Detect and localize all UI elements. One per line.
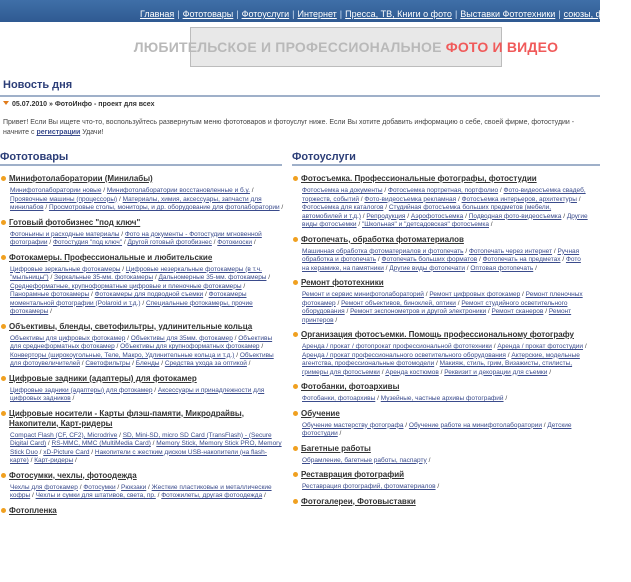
category-title-text: Фотогалереи, Фотовыставки xyxy=(301,496,416,506)
link-separator: / xyxy=(375,395,381,402)
category-title-text: Объективы, бленды, светофильтры, удлинительные кольца xyxy=(9,321,253,331)
category-links xyxy=(0,266,284,317)
category-title-text: Фотосъемка. Профессиональные фотографы, фотостудии xyxy=(301,174,537,183)
link-separator: / xyxy=(125,334,131,342)
category-link[interactable]: Реставрация фотографий, фотоматериалов xyxy=(302,483,436,490)
bullet-icon xyxy=(293,472,298,477)
triangle-down-icon xyxy=(3,101,9,105)
category-title-text: Организация фотосъемки. Помощь профессиональному фотографу xyxy=(301,330,575,339)
category-link[interactable]: "Школьная" и "детсадовская" фотосъемка xyxy=(362,221,489,228)
category-title-text: Реставрация фотографий xyxy=(301,470,405,479)
link-separator: / xyxy=(426,456,431,464)
category-link[interactable]: Специальные фотокамеры, прочие фотокамеры xyxy=(10,299,253,315)
category-links xyxy=(0,187,284,213)
category-links xyxy=(292,291,588,325)
category-links xyxy=(292,187,588,230)
bullet-icon xyxy=(293,446,298,451)
bullet-icon xyxy=(1,376,6,381)
category-link[interactable]: Ремонт сканеров xyxy=(491,308,544,315)
bullet-icon xyxy=(293,176,298,181)
category-link[interactable]: Ремонт объективов, биноклей, оптики xyxy=(341,299,456,307)
category-section xyxy=(0,174,284,213)
category-title[interactable] xyxy=(0,174,284,184)
category-link[interactable]: Среднеформатные, крупноформатные цифровые и пленочные фотокамеры xyxy=(10,282,242,290)
link-separator: / xyxy=(77,483,84,491)
link-separator: / xyxy=(117,431,123,439)
category-link[interactable]: Фото на документы - Фотостудии мгновенной фотографии xyxy=(10,230,262,246)
category-link[interactable]: Панорамные фотокамеры xyxy=(10,291,90,298)
category-title[interactable] xyxy=(0,322,284,332)
right-column xyxy=(292,174,588,512)
nav-link[interactable]: союзы, фотоклу xyxy=(563,9,631,19)
category-link[interactable]: Ремонт экспонометров и другой электроники xyxy=(350,308,487,315)
nav-link[interactable]: Интернет xyxy=(297,9,337,19)
category-section xyxy=(292,235,588,274)
category-links xyxy=(292,483,588,492)
link-separator: / xyxy=(486,308,492,315)
category-link[interactable]: Машинная обработка фотоматериалов и фотопечать xyxy=(302,247,464,255)
link-separator: / xyxy=(73,457,77,464)
category-section xyxy=(292,497,588,507)
category-link[interactable]: xD-Picture Card xyxy=(43,448,90,456)
category-link[interactable]: Цифровые незеркальные фотокамеры (в т.ч. "мыльницы") xyxy=(10,265,262,281)
category-link[interactable]: Музейные, частные архивы фотографий xyxy=(380,395,504,402)
welcome-after: Удачи! xyxy=(82,129,104,136)
category-link[interactable]: Объективы для 35мм. фотокамер xyxy=(130,334,233,342)
category-title-text: Фотобанки, фотоархивы xyxy=(301,382,400,391)
link-separator: / xyxy=(498,187,504,194)
category-title[interactable] xyxy=(292,330,588,340)
category-link[interactable]: Фотопечать на предметах xyxy=(482,256,561,263)
category-link[interactable]: Аренда / прокат / фотопрокат профессиональной фототехники xyxy=(302,343,492,350)
link-separator: / xyxy=(455,299,462,307)
nav-separator: | xyxy=(454,9,458,19)
link-separator: / xyxy=(547,368,552,376)
category-title[interactable] xyxy=(292,470,588,480)
bullet-icon xyxy=(293,332,298,337)
category-title-text: Цифровые задники (адаптеры) для фотокамер xyxy=(9,373,197,383)
category-link[interactable]: Фото на керамике, на памятники xyxy=(302,256,581,272)
nav-links xyxy=(140,9,631,19)
category-link[interactable]: Рюкзаки xyxy=(121,483,147,491)
bullet-icon xyxy=(1,324,6,329)
category-link[interactable]: Фотосъемка на документы xyxy=(302,187,383,194)
category-link[interactable]: Фотопечать через интернет xyxy=(468,247,553,255)
link-separator: / xyxy=(249,187,254,194)
category-link[interactable]: Актерские, модельные агентства, профессиональные фотомодели xyxy=(302,351,580,367)
link-separator: / xyxy=(211,239,218,246)
category-link[interactable]: Обрамление, багетные работы, паспарту xyxy=(302,456,427,464)
category-link[interactable]: Аксессуары и принадлежности для цифровых задников xyxy=(10,386,265,402)
link-separator: / xyxy=(48,308,52,315)
category-link[interactable]: Ремонт пленочных фотокамер xyxy=(302,291,583,307)
top-navigation xyxy=(0,0,631,24)
link-separator: / xyxy=(146,483,152,491)
category-links xyxy=(0,432,284,466)
link-separator: / xyxy=(423,291,430,298)
category-link[interactable]: Аэрофотосъемка xyxy=(410,212,464,220)
link-separator: / xyxy=(241,282,246,290)
right-column-divider xyxy=(292,164,600,166)
nav-link[interactable]: Выставки Фототехники xyxy=(460,9,556,19)
nav-link[interactable]: Пресса, ТВ, Книги о фото xyxy=(345,9,452,19)
category-link[interactable]: Compact Flash (CF, CF2), Microdrive xyxy=(10,431,118,439)
category-link[interactable]: Фото-видеосъемка рекламная xyxy=(364,195,457,203)
category-links xyxy=(0,484,284,501)
logo-accent-text: ФОТО И ВИДЕО xyxy=(445,39,559,55)
link-separator: / xyxy=(463,212,469,220)
category-title[interactable] xyxy=(0,471,284,481)
link-separator: / xyxy=(114,343,121,350)
link-separator: / xyxy=(491,343,498,350)
category-title[interactable] xyxy=(292,235,588,245)
left-column xyxy=(0,174,284,521)
category-link[interactable]: Фото-видеосъемка свадеб, торжеств, событий xyxy=(302,187,586,203)
nav-link[interactable]: Фототовары xyxy=(182,9,234,19)
category-link[interactable]: Минифотолаборатории восстановленные и б.у. xyxy=(106,187,250,194)
bullet-icon xyxy=(293,499,298,504)
link-separator: / xyxy=(159,360,165,367)
category-link[interactable]: Аренда / прокат фотостудии xyxy=(497,343,584,350)
category-section xyxy=(292,470,588,492)
bullet-icon xyxy=(293,384,298,389)
link-separator: / xyxy=(561,212,567,220)
link-separator: / xyxy=(117,195,123,203)
category-link[interactable]: Ремонт принтеров xyxy=(302,308,572,324)
news-item-text: 05.07.2010 » ФотоИнфо - проект для всех xyxy=(12,101,155,108)
link-separator: / xyxy=(262,492,266,499)
link-separator: / xyxy=(552,247,558,255)
category-links xyxy=(0,387,284,404)
category-link[interactable]: Ремонт цифровых фотокамер xyxy=(429,291,521,298)
category-title[interactable] xyxy=(292,409,588,419)
link-separator: / xyxy=(435,483,440,490)
category-links xyxy=(0,231,284,248)
category-link[interactable]: Другой готовый фотобизнес xyxy=(127,239,212,246)
category-link[interactable]: Фотокамеры моментальной фотографии (Polaroid и т.д.) xyxy=(10,291,247,307)
nav-link[interactable]: Фотоуслуги xyxy=(241,9,290,19)
category-title-text: Ремонт фототехники xyxy=(301,278,384,287)
link-separator: / xyxy=(119,230,125,238)
link-separator: / xyxy=(252,239,256,246)
link-separator: / xyxy=(376,256,382,263)
category-link[interactable]: Светофильтры xyxy=(85,360,131,367)
category-link[interactable]: Объективы для крупноформатных фотокамер xyxy=(120,343,260,350)
link-separator: / xyxy=(259,343,264,350)
link-separator: / xyxy=(37,448,44,456)
category-link[interactable]: Чехлы для фотокамер xyxy=(10,483,78,491)
nav-separator: | xyxy=(292,9,295,19)
category-links xyxy=(0,335,284,369)
category-link[interactable]: Проявочные машины (процессоры) xyxy=(10,195,118,203)
category-section xyxy=(292,382,588,404)
category-link[interactable]: Фотокиоски xyxy=(217,239,253,246)
link-separator: / xyxy=(379,368,386,376)
link-separator: / xyxy=(403,421,409,429)
category-title-text: Фотосумки, чехлы, фотоодежда xyxy=(9,470,137,480)
category-link[interactable]: Подводная фото-видеосъемка xyxy=(468,212,562,220)
category-link[interactable]: Чехлы и сумки для штативов, света, пр. xyxy=(35,492,156,499)
category-section xyxy=(292,409,588,439)
bullet-icon xyxy=(1,411,6,416)
logo-main-text: ЛЮБИТЕЛЬСКОЕ И ПРОФЕССИОНАЛЬНОЕ xyxy=(133,39,442,55)
nav-link[interactable]: Главная xyxy=(140,9,175,19)
link-separator: / xyxy=(533,264,537,272)
category-section xyxy=(0,471,284,501)
link-separator: / xyxy=(153,274,159,281)
category-links xyxy=(292,395,588,404)
category-link[interactable]: Минифотолаборатории новые xyxy=(10,187,102,194)
link-separator: / xyxy=(337,430,342,437)
link-separator: / xyxy=(344,308,351,315)
category-section xyxy=(292,444,588,466)
category-link[interactable]: Другие виды фотосъемки xyxy=(302,212,588,228)
link-separator: / xyxy=(70,395,75,402)
category-link[interactable]: Оптовая фотопечать xyxy=(470,264,534,272)
left-column-divider xyxy=(0,164,282,166)
category-links xyxy=(292,422,588,439)
category-title-text: Готовый фотобизнес "под ключ" xyxy=(9,217,141,227)
link-separator: / xyxy=(358,195,365,203)
nav-separator: | xyxy=(236,9,239,19)
right-column-title: Фотоуслуги xyxy=(292,151,356,163)
category-link[interactable]: Ремонт студийного осветительного оборудования xyxy=(302,299,568,315)
link-separator: / xyxy=(28,457,35,464)
link-separator: / xyxy=(503,395,508,402)
link-separator: / xyxy=(505,351,512,359)
category-link[interactable]: Объективы для среднеформатных фотокамер xyxy=(10,334,273,350)
category-link[interactable]: Фотоньины и расходные материалы xyxy=(10,230,120,238)
category-title-text: Багетные работы xyxy=(301,443,371,453)
category-link[interactable]: Детские фотостудии xyxy=(302,421,572,437)
link-separator: / xyxy=(152,386,158,394)
link-separator: / xyxy=(130,360,136,367)
bullet-icon xyxy=(1,473,6,478)
category-section xyxy=(0,253,284,317)
category-link[interactable]: Конверторы (широкоугольные, Теле, Макро, Удлинительные кольца и т.д.) xyxy=(10,351,235,359)
category-link[interactable]: SD, Mini-SD, micro SD Card (TransFlash) - (Secure Digital Card) xyxy=(10,431,272,447)
category-link[interactable]: Объективы для фотоувеличителей xyxy=(10,351,274,367)
link-separator: / xyxy=(438,368,445,376)
link-separator: / xyxy=(279,204,284,211)
category-section xyxy=(292,330,588,377)
category-title[interactable] xyxy=(292,444,588,454)
category-link[interactable]: Фотосъемка интерьеров, архитектуры xyxy=(461,195,577,203)
link-separator: / xyxy=(80,360,86,367)
category-links xyxy=(292,457,588,466)
category-title-text: Минифотолаборатории (Минилабы) xyxy=(9,174,153,183)
bullet-icon xyxy=(1,255,6,260)
link-separator: / xyxy=(122,239,128,246)
bullet-icon xyxy=(293,280,298,285)
category-link[interactable]: Дальномерные 35-мм. фотокамеры xyxy=(158,274,267,281)
category-section xyxy=(0,409,284,466)
category-title[interactable] xyxy=(292,497,588,507)
category-title-text: Фотопленка xyxy=(9,505,57,515)
category-link[interactable]: Реквизит и декорации для съемки xyxy=(444,368,548,376)
category-title[interactable] xyxy=(0,409,284,429)
category-link[interactable]: Обучение работе на минифотолаборатории xyxy=(408,421,542,429)
category-link[interactable]: Объективы для цифровых фотокамер xyxy=(10,334,126,342)
category-title-text: Фотокамеры. Профессиональные и любительские xyxy=(9,252,213,262)
link-separator: / xyxy=(47,239,53,246)
category-link[interactable]: Цифровые задники (адаптеры) для фотокамер xyxy=(10,386,153,394)
category-links xyxy=(292,343,588,377)
category-link[interactable]: Зеркальные 35-мм. фотокамеры xyxy=(54,274,154,281)
category-title[interactable] xyxy=(292,382,588,392)
link-separator: / xyxy=(477,256,483,263)
category-link[interactable]: Жесткие пластиковые и металлические кофры xyxy=(10,483,272,499)
link-separator: / xyxy=(333,316,338,324)
bullet-icon xyxy=(293,237,298,242)
category-link[interactable]: Ручная обработка и фотопечать xyxy=(302,247,580,263)
link-separator: / xyxy=(576,195,581,203)
category-links xyxy=(292,248,588,274)
link-separator: / xyxy=(335,299,342,307)
category-title[interactable] xyxy=(0,374,284,384)
link-separator: / xyxy=(464,264,471,272)
news-title: Новость дня xyxy=(3,79,73,91)
link-separator: / xyxy=(356,221,362,228)
category-title-text: Обучение xyxy=(301,408,340,418)
link-separator: / xyxy=(150,440,157,447)
left-column-title: Фототовары xyxy=(0,151,69,163)
category-link[interactable]: Студийная фотосъемка больших предметов (мебели, автомобилей и т.д.) xyxy=(302,204,552,220)
link-separator: / xyxy=(383,204,389,211)
category-title-text: Фотопечать, обработка фотоматериалов xyxy=(301,234,464,244)
category-title[interactable] xyxy=(0,253,284,263)
link-separator: / xyxy=(405,212,411,220)
category-link[interactable]: Цифровые зеркальные фотокамеры xyxy=(10,265,121,273)
category-section xyxy=(0,218,284,248)
category-title[interactable] xyxy=(292,278,588,288)
link-separator: / xyxy=(520,291,526,298)
news-item[interactable] xyxy=(3,101,154,108)
link-separator: / xyxy=(463,247,469,255)
nav-separator: | xyxy=(177,9,180,19)
category-link[interactable]: Бленды xyxy=(135,360,160,367)
link-separator: / xyxy=(266,274,271,281)
link-separator: / xyxy=(101,187,107,194)
link-separator: / xyxy=(89,448,95,456)
link-separator: / xyxy=(246,360,251,367)
category-link[interactable]: Аренда / прокат профессионального осветительного оборудования xyxy=(302,351,506,359)
category-link[interactable]: Фотобанки, фотоархивы xyxy=(302,395,376,402)
category-link[interactable]: Фотостудия "под ключ" xyxy=(52,239,123,246)
link-separator: / xyxy=(43,204,49,211)
bullet-icon xyxy=(293,411,298,416)
category-section xyxy=(292,174,588,230)
category-link[interactable]: Фотосъемка для каталогов xyxy=(302,204,384,211)
link-separator: / xyxy=(560,256,566,263)
bullet-icon xyxy=(1,220,6,225)
link-separator: / xyxy=(115,483,122,491)
link-separator: / xyxy=(120,265,126,273)
link-separator: / xyxy=(46,440,52,447)
category-link[interactable]: Memory Stick, Memory Stick PRO, Memory Stick Duo xyxy=(10,440,282,456)
link-separator: / xyxy=(203,291,209,298)
link-separator: / xyxy=(48,274,55,281)
site-logo[interactable] xyxy=(133,27,559,67)
category-section xyxy=(0,374,284,404)
category-link[interactable]: Фотокамеры для подводной съемки xyxy=(94,291,204,298)
link-separator: / xyxy=(456,195,462,203)
category-title[interactable] xyxy=(0,218,284,228)
bullet-icon xyxy=(1,176,6,181)
category-section xyxy=(0,322,284,369)
nav-separator: | xyxy=(339,9,343,19)
link-separator: / xyxy=(232,334,239,342)
category-link[interactable]: Ремонт и сервис минифотолабораторий xyxy=(302,291,424,298)
category-link[interactable]: Репродукция xyxy=(366,212,406,220)
link-separator: / xyxy=(583,343,587,350)
category-link[interactable]: Материалы, химия, аксессуары, запчасти для минилабов xyxy=(10,195,262,211)
bullet-icon xyxy=(1,508,6,513)
link-separator: / xyxy=(361,212,367,220)
category-link[interactable]: Обучение мастерству фотографа xyxy=(302,421,404,429)
category-title[interactable] xyxy=(0,506,284,516)
link-separator: / xyxy=(434,360,440,367)
category-link[interactable]: Карт-ридеры xyxy=(34,457,74,464)
category-link[interactable]: Аренда костюмов xyxy=(385,368,439,376)
welcome-before: Привет! Если Вы ищете что-то, воспользуйтесь развернутым меню фототоваров и фотоуслуг ниже. Если Вы хотите добавить информацию о себе, своей фирме, фотостудии - начните с xyxy=(3,119,575,136)
link-separator: / xyxy=(140,299,146,307)
link-separator: / xyxy=(89,291,95,298)
link-separator: / xyxy=(541,421,548,429)
category-link[interactable]: Фотожилеты, другая фотоодежда xyxy=(161,492,263,499)
category-title[interactable] xyxy=(292,174,588,184)
news-divider xyxy=(0,95,600,97)
category-link[interactable]: Макияж, стиль, грим, Визажисты, стилисты, гримеры для фотосъемки xyxy=(302,360,573,376)
welcome-text xyxy=(3,118,593,138)
link-separator: / xyxy=(382,187,388,194)
category-link[interactable]: Фотопечать больших форматов xyxy=(381,256,478,263)
category-section xyxy=(292,278,588,325)
link-separator: / xyxy=(155,492,162,499)
link-separator: / xyxy=(30,492,36,499)
category-link[interactable]: Средства ухода за оптикой xyxy=(164,360,247,367)
category-title-text: Цифровые носители - Карты флэш-памяти, Микродрайвы, Накопители, Карт-ридеры xyxy=(9,408,244,428)
category-link[interactable]: Фотосъемка портретная, портфолио xyxy=(388,187,499,194)
link-separator: / xyxy=(543,308,549,315)
registration-link[interactable]: регистрации xyxy=(36,129,81,136)
nav-separator: | xyxy=(558,9,561,19)
link-separator: / xyxy=(489,221,493,228)
category-link[interactable]: Фотосумки xyxy=(83,483,116,491)
link-separator: / xyxy=(234,351,240,359)
category-link[interactable]: RS-MMC, MMC (MultiMedia Card) xyxy=(51,440,151,447)
category-link[interactable]: Накопители с жестким диском USB-накопители (на flash-карте) xyxy=(10,448,267,464)
category-section xyxy=(0,506,284,516)
category-link[interactable]: Просмотровые столы, мониторы, и др. оборудование для фотолаборатории xyxy=(48,204,280,211)
category-link[interactable]: Другие виды фотопечати xyxy=(389,264,465,272)
link-separator: / xyxy=(383,264,390,272)
